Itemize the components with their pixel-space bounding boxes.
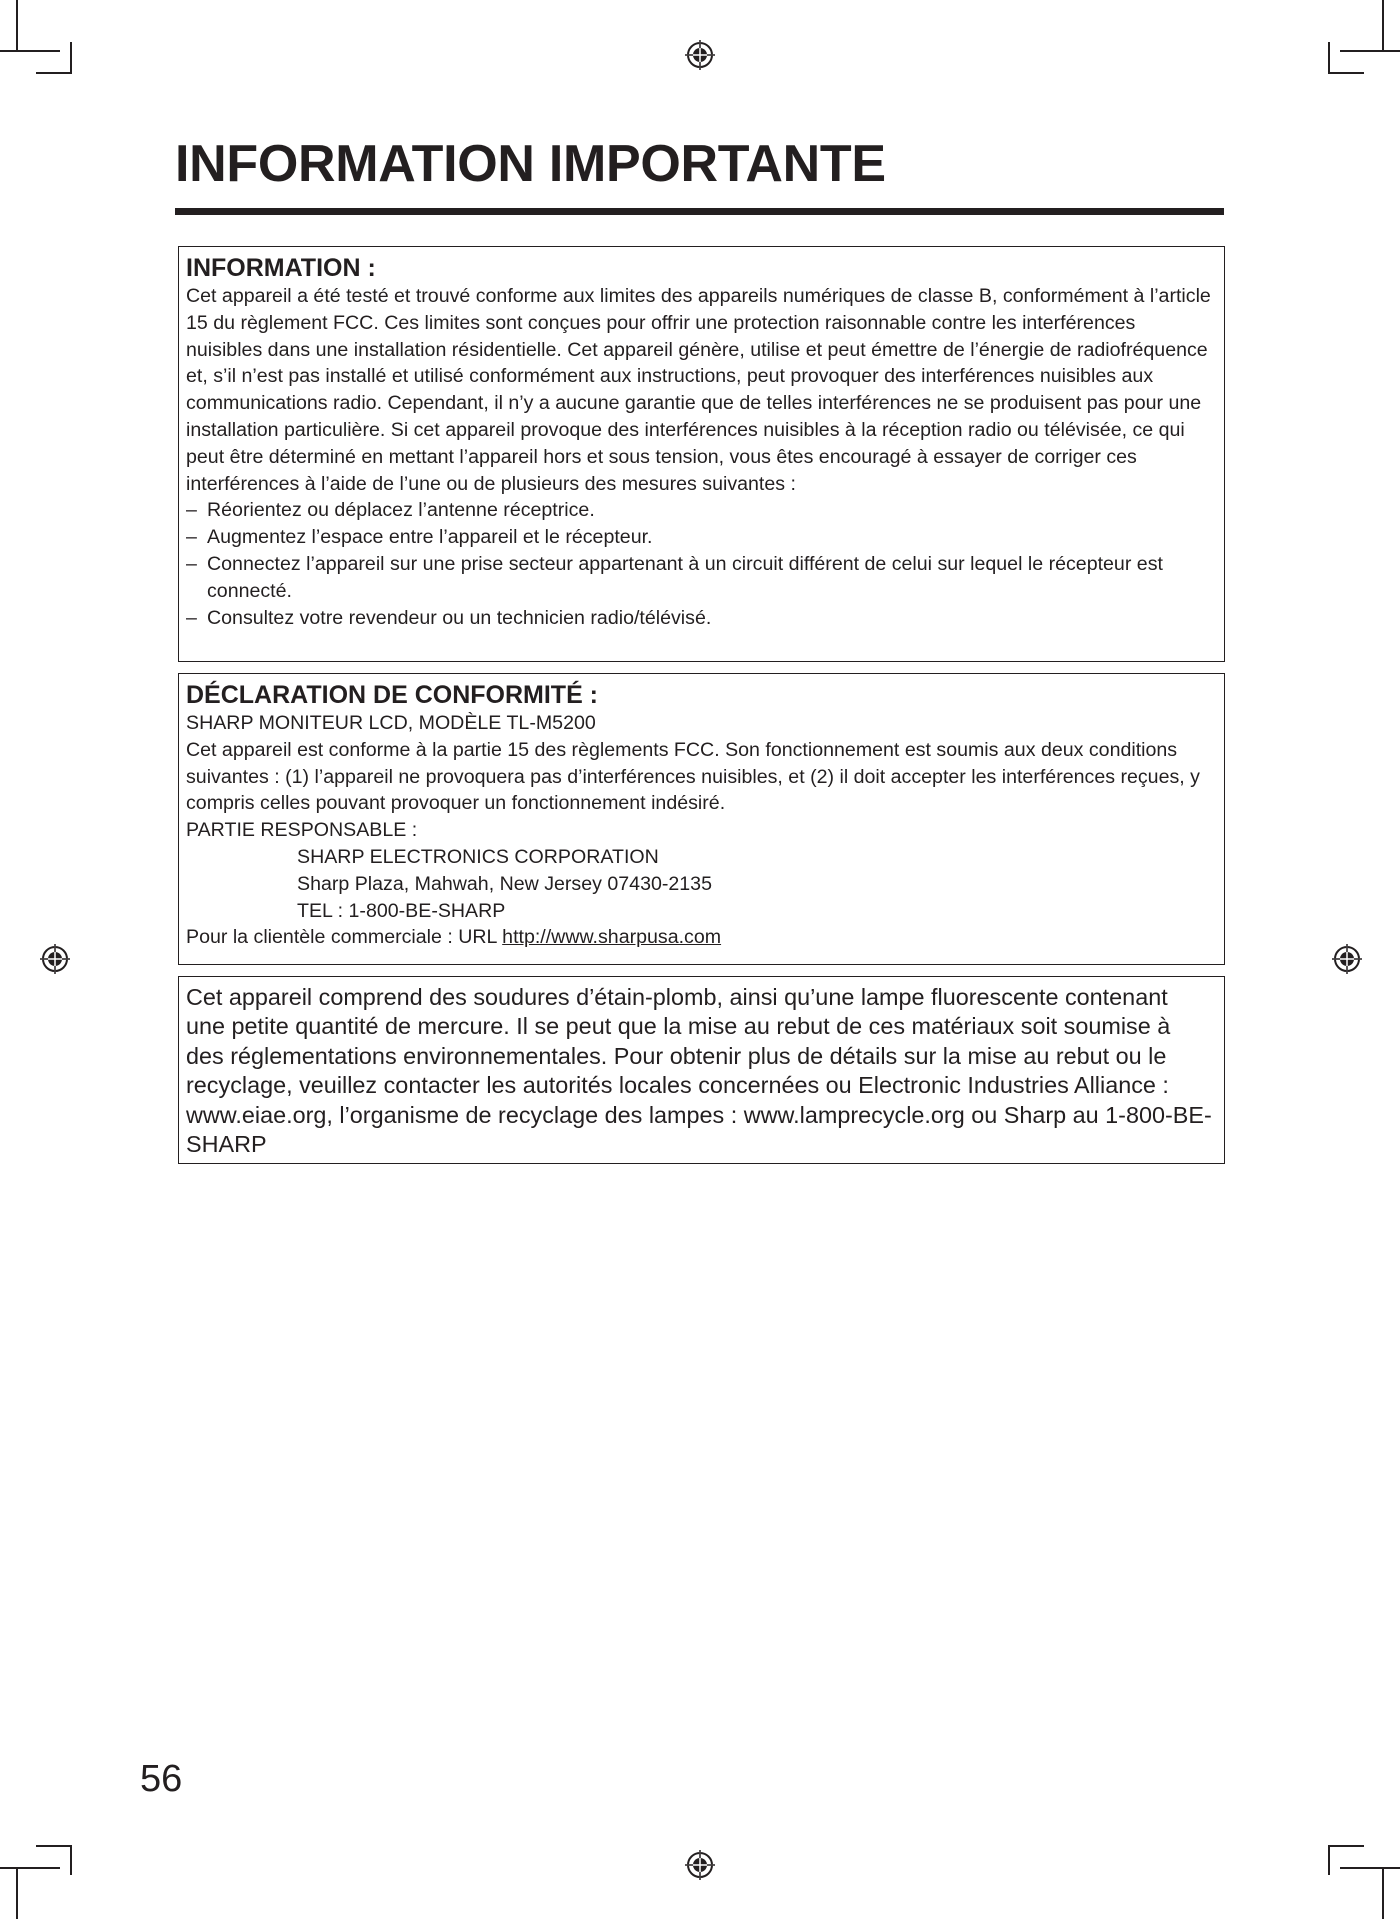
information-body: Cet appareil a été testé et trouvé conforme aux limites des appareils numériques de classe B, conformément à l’article 15 du règlement FCC. Ces limites sont conçues pour offrir une protection raisonnable contre les interférences nuisibles dans une installation résidentielle. Cet appareil génère, utilise et peut émettre de l’énergie de radiofréquence et, s’il n’est pas installé et utilisé conformément aux instructions, peut provoquer des interférences nuisibles aux communications radio. Cependant, il n’y a aucune garantie que de telles interférences ne se produisent pas pour une installation particulière. Si cet appareil provoque des interférences nuisibles à la réception radio ou télévisée, ce qui peut être déterminé en mettant l’appareil hors et sous tension, vous êtes encouragé à essayer de corriger ces interférences à l’aide de l’une ou de plusieurs des mesures suivantes : [186,285,1211,495]
measures-list [186,497,1212,631]
crop-mark-top-right-h2 [1328,72,1364,74]
crop-mark-bottom-left-h2 [0,1867,60,1869]
crop-mark-bottom-right-v [1328,1845,1330,1875]
model-line: SHARP MONITEUR LCD, MODÈLE TL-M5200 [186,712,596,734]
crop-mark-top-right-h [1340,50,1400,52]
crop-mark-bottom-left-v2 [16,1867,18,1919]
registration-mark-top-icon [685,40,715,70]
measure-item: – Réorientez ou déplacez l’antenne réceptrice. [186,497,1212,524]
commercial-line [186,924,1212,951]
page-number: 56 [140,1758,183,1800]
commercial-prefix: Pour la clientèle commerciale : URL [186,926,503,949]
crop-mark-top-left-h2 [36,72,72,74]
crop-mark-top-right-v [1382,0,1384,50]
crop-mark-top-left-v2 [70,42,72,74]
crop-mark-top-left-h [0,50,60,52]
measure-item: – Connectez l’appareil sur une prise secteur appartenant à un circuit différent de celui sur lequel le récepteur est connecté. [186,551,1212,605]
measure-item: – Augmentez l’espace entre l’appareil et le récepteur. [186,524,1212,551]
crop-mark-bottom-right-h2 [1340,1867,1400,1869]
company-tel: TEL : 1-800-BE-SHARP [297,899,506,922]
registration-mark-bottom-icon [685,1850,715,1880]
crop-mark-bottom-left-v [70,1845,72,1875]
page-title: INFORMATION IMPORTANTE [175,135,886,193]
company-address: Sharp Plaza, Mahwah, New Jersey 07430-2135 [297,872,712,895]
crop-mark-top-right-v2 [1328,42,1330,74]
crop-mark-bottom-right-v2 [1382,1867,1384,1919]
disposal-box [178,976,1225,1164]
crop-mark-bottom-left-h [36,1845,72,1847]
declaration-box [178,673,1225,965]
information-box [178,246,1225,662]
registration-mark-left-icon [40,944,70,974]
crop-mark-top-left-v [16,0,18,50]
declaration-heading: DÉCLARATION DE CONFORMITÉ : [186,681,599,709]
measure-item: – Consultez votre revendeur ou un technicien radio/télévisé. [186,605,1212,632]
registration-mark-right-icon [1332,944,1362,974]
sharpusa-link[interactable]: http://www.sharpusa.com [502,926,722,949]
company-name: SHARP ELECTRONICS CORPORATION [297,845,659,868]
crop-mark-bottom-right-h [1328,1845,1364,1847]
disposal-body: Cet appareil comprend des soudures d’étain-plomb, ainsi qu’une lampe fluorescente contenant une petite quantité de mercure. Il se peut que la mise au rebut de ces matériaux soit soumise à des réglementations environnementales. Pour obtenir plus de détails sur la mise au rebut ou le recyclage, veuillez contacter les autorités locales concernées ou Electronic Industries Alliance : www.eiae.org, l’organisme de recyclage des lampes : www.lamprecycle.org ou Sharp au 1-800-BE-SHARP [186,984,1212,1158]
title-rule [175,208,1224,215]
responsible-party-label: PARTIE RESPONSABLE : [186,819,418,842]
declaration-body: Cet appareil est conforme à la partie 15 des règlements FCC. Son fonctionnement est soumis aux deux conditions suivantes : (1) l’appareil ne provoquera pas d’interférences nuisibles, et (2) il doit accepter les interférences reçues, y compris celles pouvant provoquer un fonctionnement indésiré. [186,738,1200,815]
information-heading: INFORMATION : [186,254,376,282]
